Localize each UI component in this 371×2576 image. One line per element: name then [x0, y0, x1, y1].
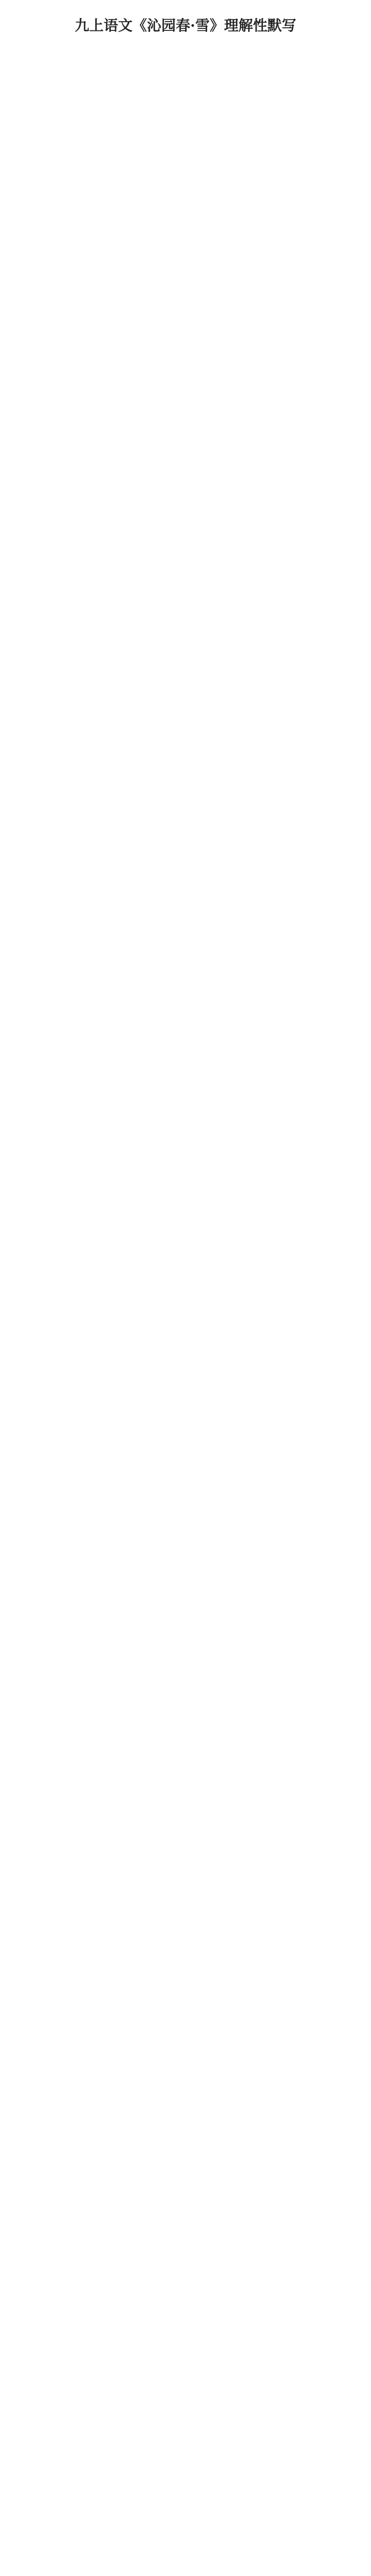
- question-list: [0, 35, 371, 41]
- page-title: 九上语文《沁园春·雪》理解性默写: [75, 17, 296, 34]
- answer-key: [0, 41, 371, 54]
